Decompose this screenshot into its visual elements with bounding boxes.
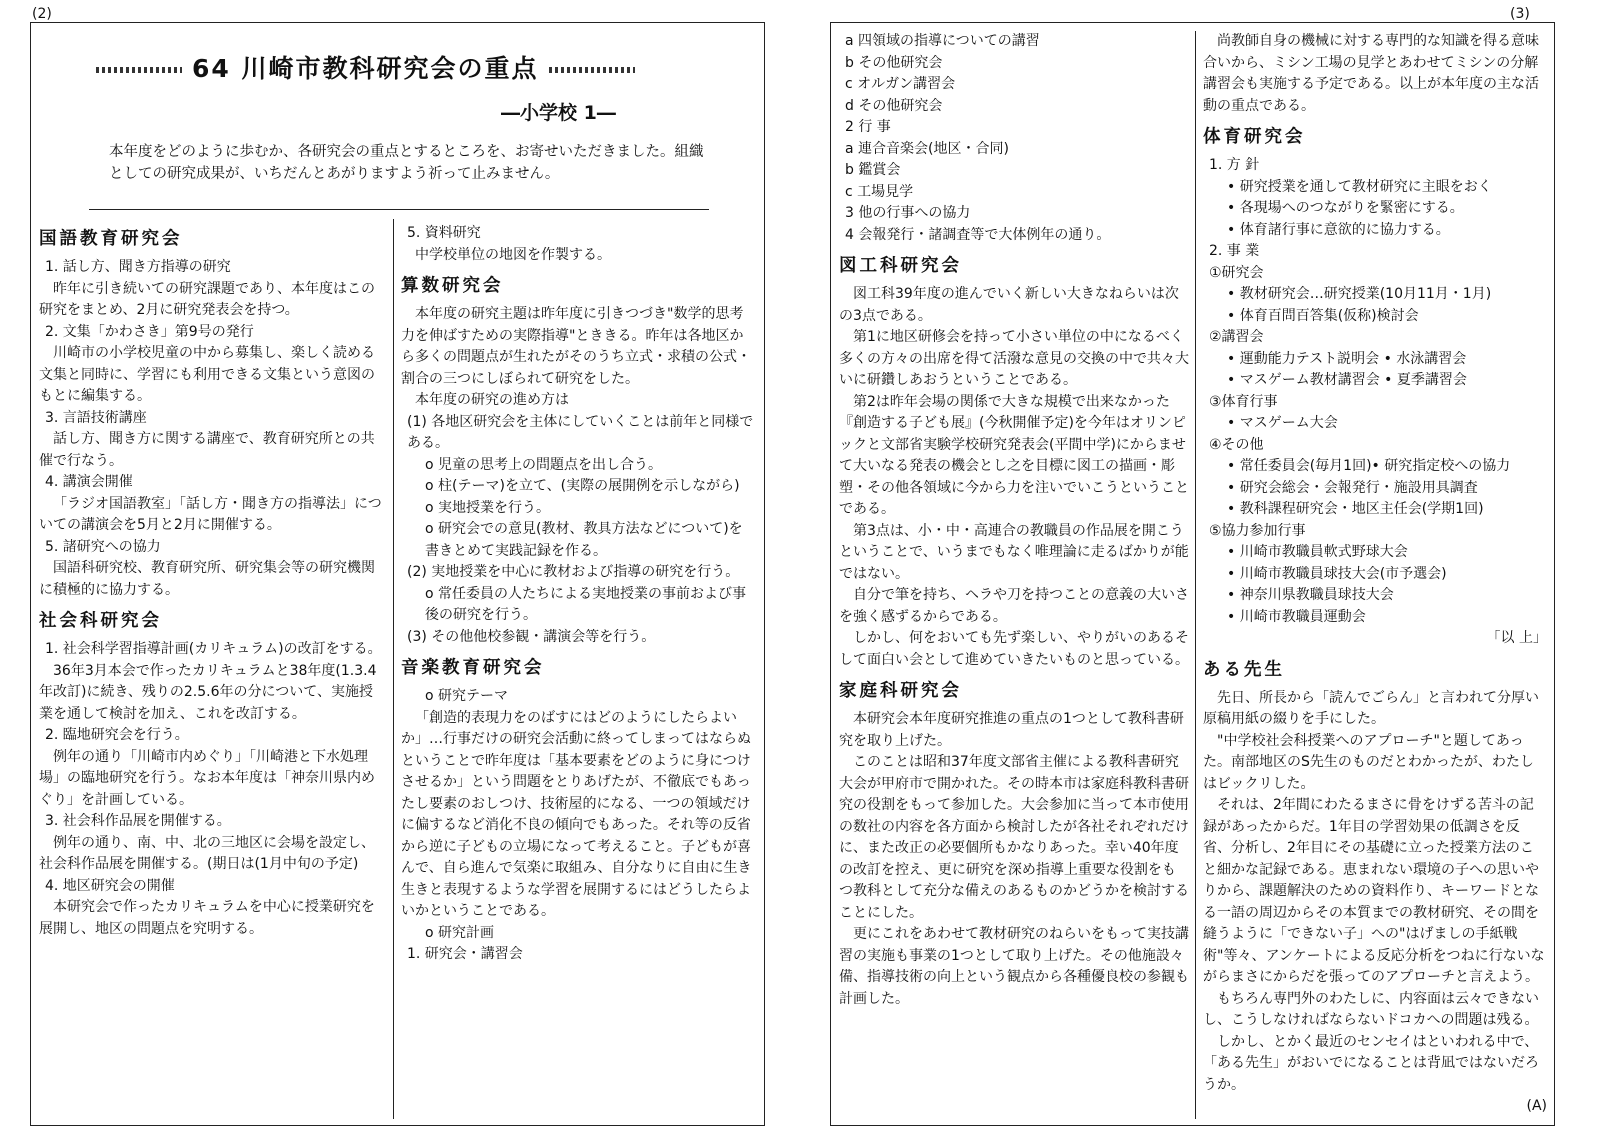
right-column-1 (839, 31, 1189, 1119)
right-page (830, 22, 1555, 1126)
zuko-body (839, 284, 1189, 671)
taiiku-line: 2. 事 業 (1209, 243, 1260, 259)
sansu-line: (2) 実地授業を中心に教材および指導の研究を行う。 (407, 564, 740, 580)
page-subtitle: ―小学校 1― (501, 102, 616, 124)
taiiku-line: • 教材研究会…研究授業(10月11月・1月) (1227, 286, 1492, 302)
katei-line: 更にこれをあわせて教材研究のねらいをもって実技講習の実施も事業の1つとして取り上げた。その他施設々備、指導技術の向上という観点から各種優良校の参観も計画した。 (839, 926, 1189, 1007)
shakai-line: 1. 社会科学習指導計画(カリキュラム)の改訂をする。 (45, 641, 382, 657)
taiiku-line: • 常任委員会(毎月1回)• 研究指定校への協力 (1227, 458, 1511, 474)
zuko-line: 第3点は、小・中・高連合の教職員の作品展を開こうということで、いうまでもなく唯理論に走るばかりが能ではない。 (839, 522, 1189, 582)
sansu-line: (3) その他他校参観・講演会等を行う。 (407, 628, 656, 645)
column-divider (393, 219, 394, 1119)
taiiku-line: • 川崎市教職員軟式野球大会 (1227, 544, 1408, 560)
taiiku-line: • 神奈川県教職員球技大会 (1227, 587, 1394, 603)
taiiku-heading: 体育研究会 (1203, 127, 1306, 147)
shakai-line: 例年の通り、南、中、北の三地区に会場を設定し、社会科作品展を開催する。(期日は(1月中旬の予定) (39, 834, 375, 872)
aru-line: もちろん専門外のわたしに、内容面は云々できないし、こうしなければならないドコカへの問題は残る。 (1203, 990, 1539, 1028)
ongaku_cont-line: c オルガン講習会 (845, 76, 956, 92)
sansu-heading: 算数研究会 (401, 276, 504, 296)
left-page-number: (2) (32, 6, 52, 22)
ongaku_cont-line: 4 会報発行・諸調査等で大体例年の通り。 (845, 226, 1111, 243)
kokugo-line: 昨年に引き続いての研究課題であり、本年度はこの研究をまとめ、2月に研究発表会を持つ。 (39, 280, 375, 318)
shiryo-line: 5. 資料研究 (407, 225, 481, 241)
taiiku-line: ⑤協力参加行事 (1209, 522, 1306, 539)
taiiku-line: ①研究会 (1209, 264, 1264, 281)
ongaku_cont-line: b 鑑賞会 (845, 162, 901, 178)
katei-line: 本研究会本年度研究推進の重点の1つとして教科書研究を取り上げた。 (839, 711, 1184, 749)
taiiku-line: • 教科課程研究会・地区主任会(学期1回) (1227, 501, 1484, 517)
dotted-ornament-right (549, 67, 635, 73)
page-title: 64 川崎市教科研究会の重点 (86, 49, 645, 85)
kokugo-line: 1. 話し方、聞き方指導の研究 (45, 259, 231, 275)
right-column-2 (1203, 31, 1547, 1119)
katei-line: このことは昭和37年度文部省主催による教科書研究大会が甲府市で開かれた。その時本市は家庭科教科書研究の役割をもって参加した。大会参加に当って本市使用の数社の内容を各方面から検討したが各社それぞれだけに、また改正の必要個所もかなりあった。幸い40年度の改訂を控え、更に研究を深め指導上重要な役割をもつ教科として充分な備えのあるものかどうかを検討することにした。 (839, 754, 1189, 921)
shiryo-line: 中学校単位の地図を作製する。 (415, 246, 611, 263)
ongaku-line: 「創造的表現力をのばすにはどのようにしたらよいか」…行事だけの研究会活動に終ってしまってはならぬということで昨年度は「基本要素をどのように身につけさせるか」という問題をとりあげたが、不徹底でもあったし要素のおしつけ、技術屋的になる、一つの領域だけに偏するなど消化不良の傾向でもあった。それ等の反省から逆に子どもの立場になって考えること。子どもが喜んで、自ら進んで気楽に取組み、自分なりに自由に生き生きと表現するような学習を展開するにはどうしたらよいかということである。 (401, 709, 752, 919)
kokugo-line: 4. 講演会開催 (45, 474, 133, 490)
ongaku-line: o 研究計画 (425, 924, 495, 941)
column-divider (1195, 31, 1196, 1119)
left-column-2 (401, 223, 756, 1119)
katei-body (839, 709, 1189, 1010)
kokugo-heading: 国語教育研究会 (39, 229, 183, 249)
taiiku-line: • 体育諸行事に意欲的に協力する。 (1227, 221, 1450, 238)
sansu-line: o 常任委員の人たちによる実地授業の事前および事後の研究を行う。 (425, 585, 747, 623)
zuko-line: しかし、何をおいても先ず楽しい、やりがいのあるそして面白い会として進めていきたいものと思っている。 (839, 630, 1189, 668)
ongaku-continued-body (839, 31, 1189, 246)
taiiku-line: • 研究会総会・会報発行・施設用具調査 (1227, 479, 1478, 496)
kokugo-body (39, 257, 385, 601)
sansu-line: 本年度の研究主題は昨年度に引きつづき"数学的思考力を伸ばすための実際指導"とききる。昨年は各地区から多くの問題点が生れたがそのうち立式・求積の公式・割合の三つにしぼられて研究をした。 (401, 306, 751, 387)
taiiku-line: • 川崎市教職員球技大会(市予選会) (1227, 565, 1447, 582)
taiiku-line: • 研究授業を通して教材研究に主眼をおく (1227, 178, 1492, 195)
shakai-heading: 社会科研究会 (39, 611, 162, 631)
left-column-1 (39, 219, 385, 1119)
aru-heading: ある先生 (1203, 659, 1285, 680)
sansu-line: o 研究会での意見(教材、教具方法などについて)を書きとめて実践記録を作る。 (425, 521, 743, 559)
zuko-line: 図工科39年度の進んでいく新しい大きなねらいは次の3点である。 (839, 286, 1179, 324)
kokugo-line: 「ラジオ国語教室」「話し方・聞き方の指導法」についての講演会を5月と2月に開催する。 (39, 495, 382, 533)
sansu-line: o 柱(テーマ)を立て、(実際の展開例を示しながら) (425, 478, 740, 494)
taiiku-line: ②講習会 (1209, 329, 1264, 345)
aru-signature: (A) (1526, 1098, 1547, 1114)
ongaku-line: 1. 研究会・講習会 (407, 946, 523, 962)
taiiku-line: 1. 方 針 (1209, 157, 1260, 173)
taiiku-line: ③体育行事 (1209, 393, 1278, 410)
ongaku_cont-line: c 工場見学 (845, 183, 914, 200)
aru-line: 先日、所長から「読んでごらん」と言われて分厚い原稿用紙の綴りを手にした。 (1203, 689, 1539, 727)
shakai-line: 3. 社会科作品展を開催する。 (45, 813, 231, 829)
ongaku-line: o 研究テーマ (425, 688, 509, 704)
taiiku-line: • マスゲーム教材講習会 • 夏季講習会 (1227, 372, 1467, 388)
taiiku-end-mark: 「以 上」 (1486, 630, 1547, 646)
kokugo-line: 話し方、聞き方に関する講座で、教育研究所との共催で行なう。 (39, 431, 375, 469)
shakai-line: 2. 臨地研究会を行う。 (45, 727, 189, 743)
zuko-line: 自分で筆を持ち、ヘラや刀を持つことの意義の大いさを強く感ずるからである。 (839, 587, 1189, 625)
kokugo-line: 川崎市の小学校児童の中から募集し、楽しく読める文集と同時に、学習にも利用できる文集という意図のもとに編集する。 (39, 345, 375, 404)
ongaku_cont-line: b その他研究会 (845, 54, 943, 71)
kokugo-line: 5. 諸研究への協力 (45, 538, 161, 555)
katei-continued-body (1203, 31, 1547, 117)
intro-divider (89, 209, 709, 210)
kokugo-line: 国語科研究校、教育研究所、研究集会等の研究機関に積極的に協力する。 (39, 560, 375, 598)
aru-body (1203, 688, 1547, 1097)
aru-line: それは、2年間にわたるまさに骨をけずる苦斗の記録があったからだ。1年目の学習効果の低調さを反省、分析し、2年目にその基礎に立った授業方法のこと細かな記録である。恵まれない環境の子への思いやりから、課題解決のための資料作り、キーワードとなる一語の周辺からその本質までの教材研究、その間を縫うように「できない子」への"はげましの手紙戦術"等々、アンケートによる反応分析をつねに行ないながらまさにからだを張ってのアプローチと言えよう。 (1203, 797, 1545, 985)
ongaku-body (401, 686, 756, 966)
shakai-line: 本研究会で作ったカリキュラムを中心に授業研究を展開し、地区の問題点を究明する。 (39, 899, 375, 937)
aru-line: しかし、とかく最近のセンセイはといわれる中で、「ある先生」がおいでになることは背凪ではないだろうか。 (1203, 1033, 1539, 1093)
taiiku-line: • 各現場へのつながりを緊密にする。 (1227, 200, 1464, 216)
katei-heading: 家庭科研究会 (839, 681, 962, 701)
shakai-body (39, 639, 385, 940)
page-header (31, 23, 764, 218)
zuko-line: 第2は昨年会場の関係で大きな規模で出来なかった『創造する子ども展』(今秋開催予定)を今年はオリンピックと文部省実験学校研究発表会(平間中学)にからませて大いなる発表の機会とし之を目標に図工の描画・彫塑・その他各領域に今から力を注いでいこうということである。 (839, 393, 1189, 517)
taiiku-line: • 運動能力テスト説明会 • 水泳講習会 (1227, 350, 1467, 367)
sansu-line: 本年度の研究の進め方は (415, 392, 569, 408)
ongaku_cont-line: a 連合音楽会(地区・合同) (845, 140, 1009, 157)
sansu-line: o 児童の思考上の問題点を出し合う。 (425, 456, 663, 473)
sansu-line: (1) 各地区研究会を主体にしていくことは前年と同様である。 (407, 413, 754, 451)
shakai-line: 4. 地区研究会の開催 (45, 877, 175, 894)
taiiku-line: • マスゲーム大会 (1227, 415, 1338, 431)
shiryo-body (401, 223, 756, 266)
ongaku-heading: 音楽教育研究会 (401, 658, 545, 678)
right-page-number: (3) (1510, 6, 1530, 22)
shakai-line: 36年3月本会で作ったカリキュラムと38年度(1.3.4年改訂)に続き、残りの2.5.6年の分について、実施授業を通して検討を加え、これを改訂する。 (39, 662, 377, 722)
kokugo-line: 3. 言語技術講座 (45, 409, 147, 426)
taiiku-body (1203, 155, 1547, 628)
dotted-ornament-left (96, 67, 182, 73)
zuko-heading: 図工科研究会 (839, 256, 962, 276)
taiiku-line: ④その他 (1209, 436, 1264, 453)
ongaku_cont-line: a 四領域の指導についての講習 (845, 33, 1040, 49)
sansu-body (401, 304, 756, 648)
shakai-line: 例年の通り「川崎市内めぐり」「川崎港と下水処理場」の臨地研究を行う。なお本年度は「神奈川県内めぐり」を計画している。 (39, 748, 375, 808)
taiiku-line: • 体育百問百答集(仮称)検討会 (1227, 307, 1419, 324)
aru-line: "中学校社会科授業へのアプローチ"と題してあった。南部地区のS先生のものだとわかったが、わたしはビックリした。 (1203, 732, 1534, 792)
zuko-line: 第1に地区研修会を持って小さい単位の中になるべく多くの方々の出席を得て活潑な意見の交換の中で共々大いに研鑽しあおうということである。 (839, 329, 1189, 388)
sansu-line: o 実地授業を行う。 (425, 499, 551, 516)
katei_cont-line: 尚教師自身の機械に対する専門的な知識を得る意味合いから、ミシン工場の見学とあわせてミシンの分解講習会も実施する予定である。以上が本年度の主な活動の重点である。 (1203, 33, 1539, 114)
left-page (30, 22, 765, 1126)
kokugo-line: 2. 文集「かわさき」第9号の発行 (45, 323, 254, 340)
ongaku_cont-line: 3 他の行事への協力 (845, 205, 971, 221)
ongaku_cont-line: d その他研究会 (845, 97, 943, 114)
taiiku-line: • 川崎市教職員運動会 (1227, 608, 1366, 625)
intro-text: 本年度をどのように歩むか、各研究会の重点とするところを、お寄せいただきました。組織としての研究成果が、いちだんとあがりますよう祈って止みません。 (109, 144, 704, 182)
ongaku_cont-line: 2 行 事 (845, 119, 891, 135)
